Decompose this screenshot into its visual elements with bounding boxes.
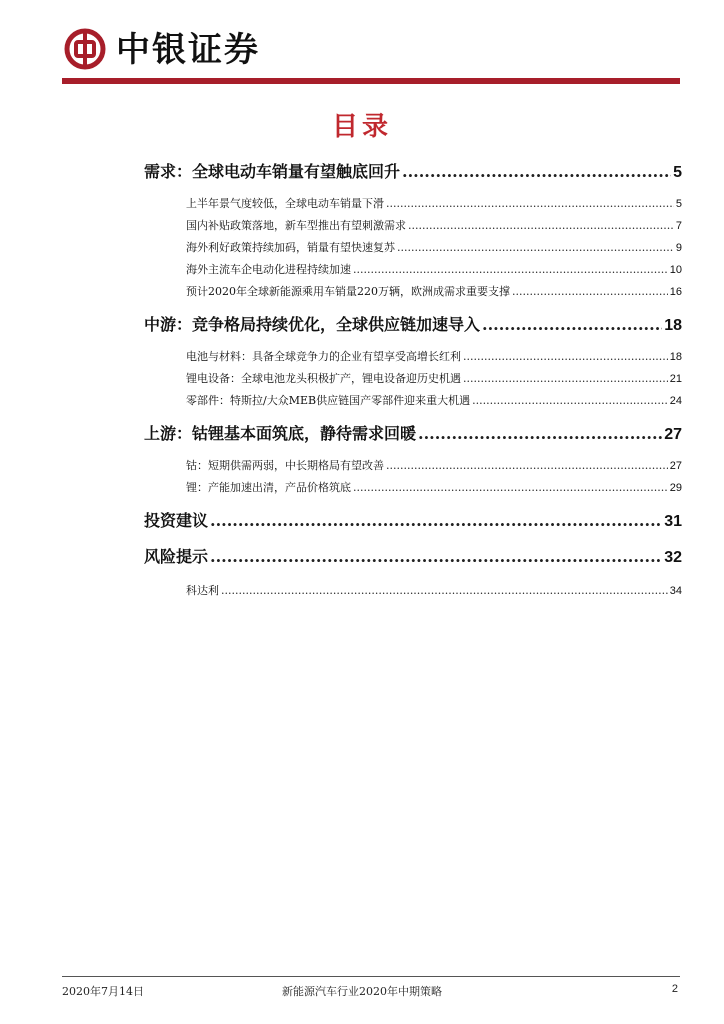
toc-entry-text: 风险提示 [144, 547, 209, 566]
leader-dots [386, 197, 674, 210]
leader-dots [418, 424, 662, 443]
toc-entry[interactable] [144, 544, 682, 567]
toc-entry-text: 电池与材料：具备全球竞争力的企业有望享受高增长红利 [186, 350, 461, 363]
footer-date: 2020年7月14日 [62, 985, 144, 998]
toc-entry[interactable] [186, 239, 682, 255]
bank-of-china-logo-icon [64, 28, 106, 70]
toc-entry-page: 31 [664, 513, 682, 530]
toc-entry-page: 27 [669, 460, 682, 472]
toc-entry-text: 锂电设备：全球电池龙头积极扩产，锂电设备迎历史机遇 [186, 372, 461, 385]
leader-dots [402, 162, 671, 181]
toc-entry-page: 18 [669, 351, 682, 363]
toc-entry[interactable] [186, 217, 682, 233]
toc-entry-text: 需求：全球电动车销量有望触底回升 [144, 162, 401, 181]
leader-dots [463, 350, 668, 363]
toc-entry-text: 上半年景气度较低，全球电动车销量下滑 [186, 197, 384, 210]
toc-entry-page: 24 [669, 395, 682, 407]
leader-dots [210, 547, 662, 566]
toc-entry-text: 零部件：特斯拉/大众MEB供应链国产零部件迎来重大机遇 [186, 394, 471, 407]
toc-entry[interactable] [144, 508, 682, 531]
toc-entry[interactable] [186, 479, 682, 495]
leader-dots [408, 219, 674, 232]
leader-dots [482, 315, 662, 334]
leader-dots [210, 511, 662, 530]
toc-entry[interactable] [186, 582, 682, 598]
leader-dots [397, 241, 674, 254]
leader-dots [512, 285, 668, 298]
page-number: 2 [671, 983, 678, 995]
leader-dots [386, 459, 668, 472]
leader-dots [221, 584, 668, 597]
leader-dots [472, 394, 668, 407]
toc-entry-text: 预计2020年全球新能源乘用车销量220万辆，欧洲成需求重要支撑 [186, 285, 510, 298]
toc-entry[interactable] [144, 312, 682, 335]
toc-entry-text: 投资建议 [144, 511, 209, 530]
toc-entry[interactable] [186, 283, 682, 299]
toc-entry-text: 中游：竞争格局持续优化，全球供应链加速导入 [144, 315, 481, 334]
toc-entry-text: 海外利好政策持续加码，销量有望快速复苏 [186, 241, 395, 254]
toc-entry[interactable] [144, 421, 682, 444]
toc-entry-text: 上游：钴锂基本面筑底，静待需求回暖 [144, 424, 417, 443]
page-header [0, 0, 724, 86]
toc-entry-page: 32 [664, 549, 682, 566]
toc-entry-text: 科达利 [186, 584, 219, 597]
toc-entry-page: 16 [669, 286, 682, 298]
toc-entry-page: 21 [669, 373, 682, 385]
toc-entry-page: 34 [669, 585, 682, 597]
toc-entry[interactable] [186, 195, 682, 211]
toc-entry[interactable] [186, 261, 682, 277]
toc-entry-page: 5 [675, 198, 682, 210]
toc-entry-page: 29 [669, 482, 682, 494]
toc-entry-text: 钴：短期供需两弱，中长期格局有望改善 [186, 459, 384, 472]
toc-entry-text: 海外主流车企电动化进程持续加速 [186, 263, 351, 276]
toc-entry-page: 9 [675, 242, 682, 254]
leader-dots [463, 372, 668, 385]
toc-entry-text: 国内补贴政策落地，新车型推出有望刺激需求 [186, 219, 406, 232]
footer-doc-title: 新能源汽车行业2020年中期策略 [282, 985, 442, 998]
toc-entry-page: 27 [664, 426, 682, 443]
toc-entry[interactable] [186, 392, 682, 408]
footer-rule [62, 976, 680, 977]
brand-name: 中银证券 [116, 30, 260, 70]
toc-entry-page: 7 [675, 220, 682, 232]
toc-entry[interactable] [144, 159, 682, 182]
toc-entry-page: 18 [664, 317, 682, 334]
toc-entry[interactable] [186, 348, 682, 364]
toc-entry-text: 锂：产能加速出清，产品价格筑底 [186, 481, 351, 494]
leader-dots [353, 263, 668, 276]
leader-dots [353, 481, 668, 494]
toc-entry-page: 5 [673, 164, 682, 181]
toc-entry-page: 10 [669, 264, 682, 276]
header-rule [62, 78, 680, 84]
toc-entry[interactable] [186, 457, 682, 473]
toc-title: 目录 [331, 112, 392, 142]
toc-entry[interactable] [186, 370, 682, 386]
